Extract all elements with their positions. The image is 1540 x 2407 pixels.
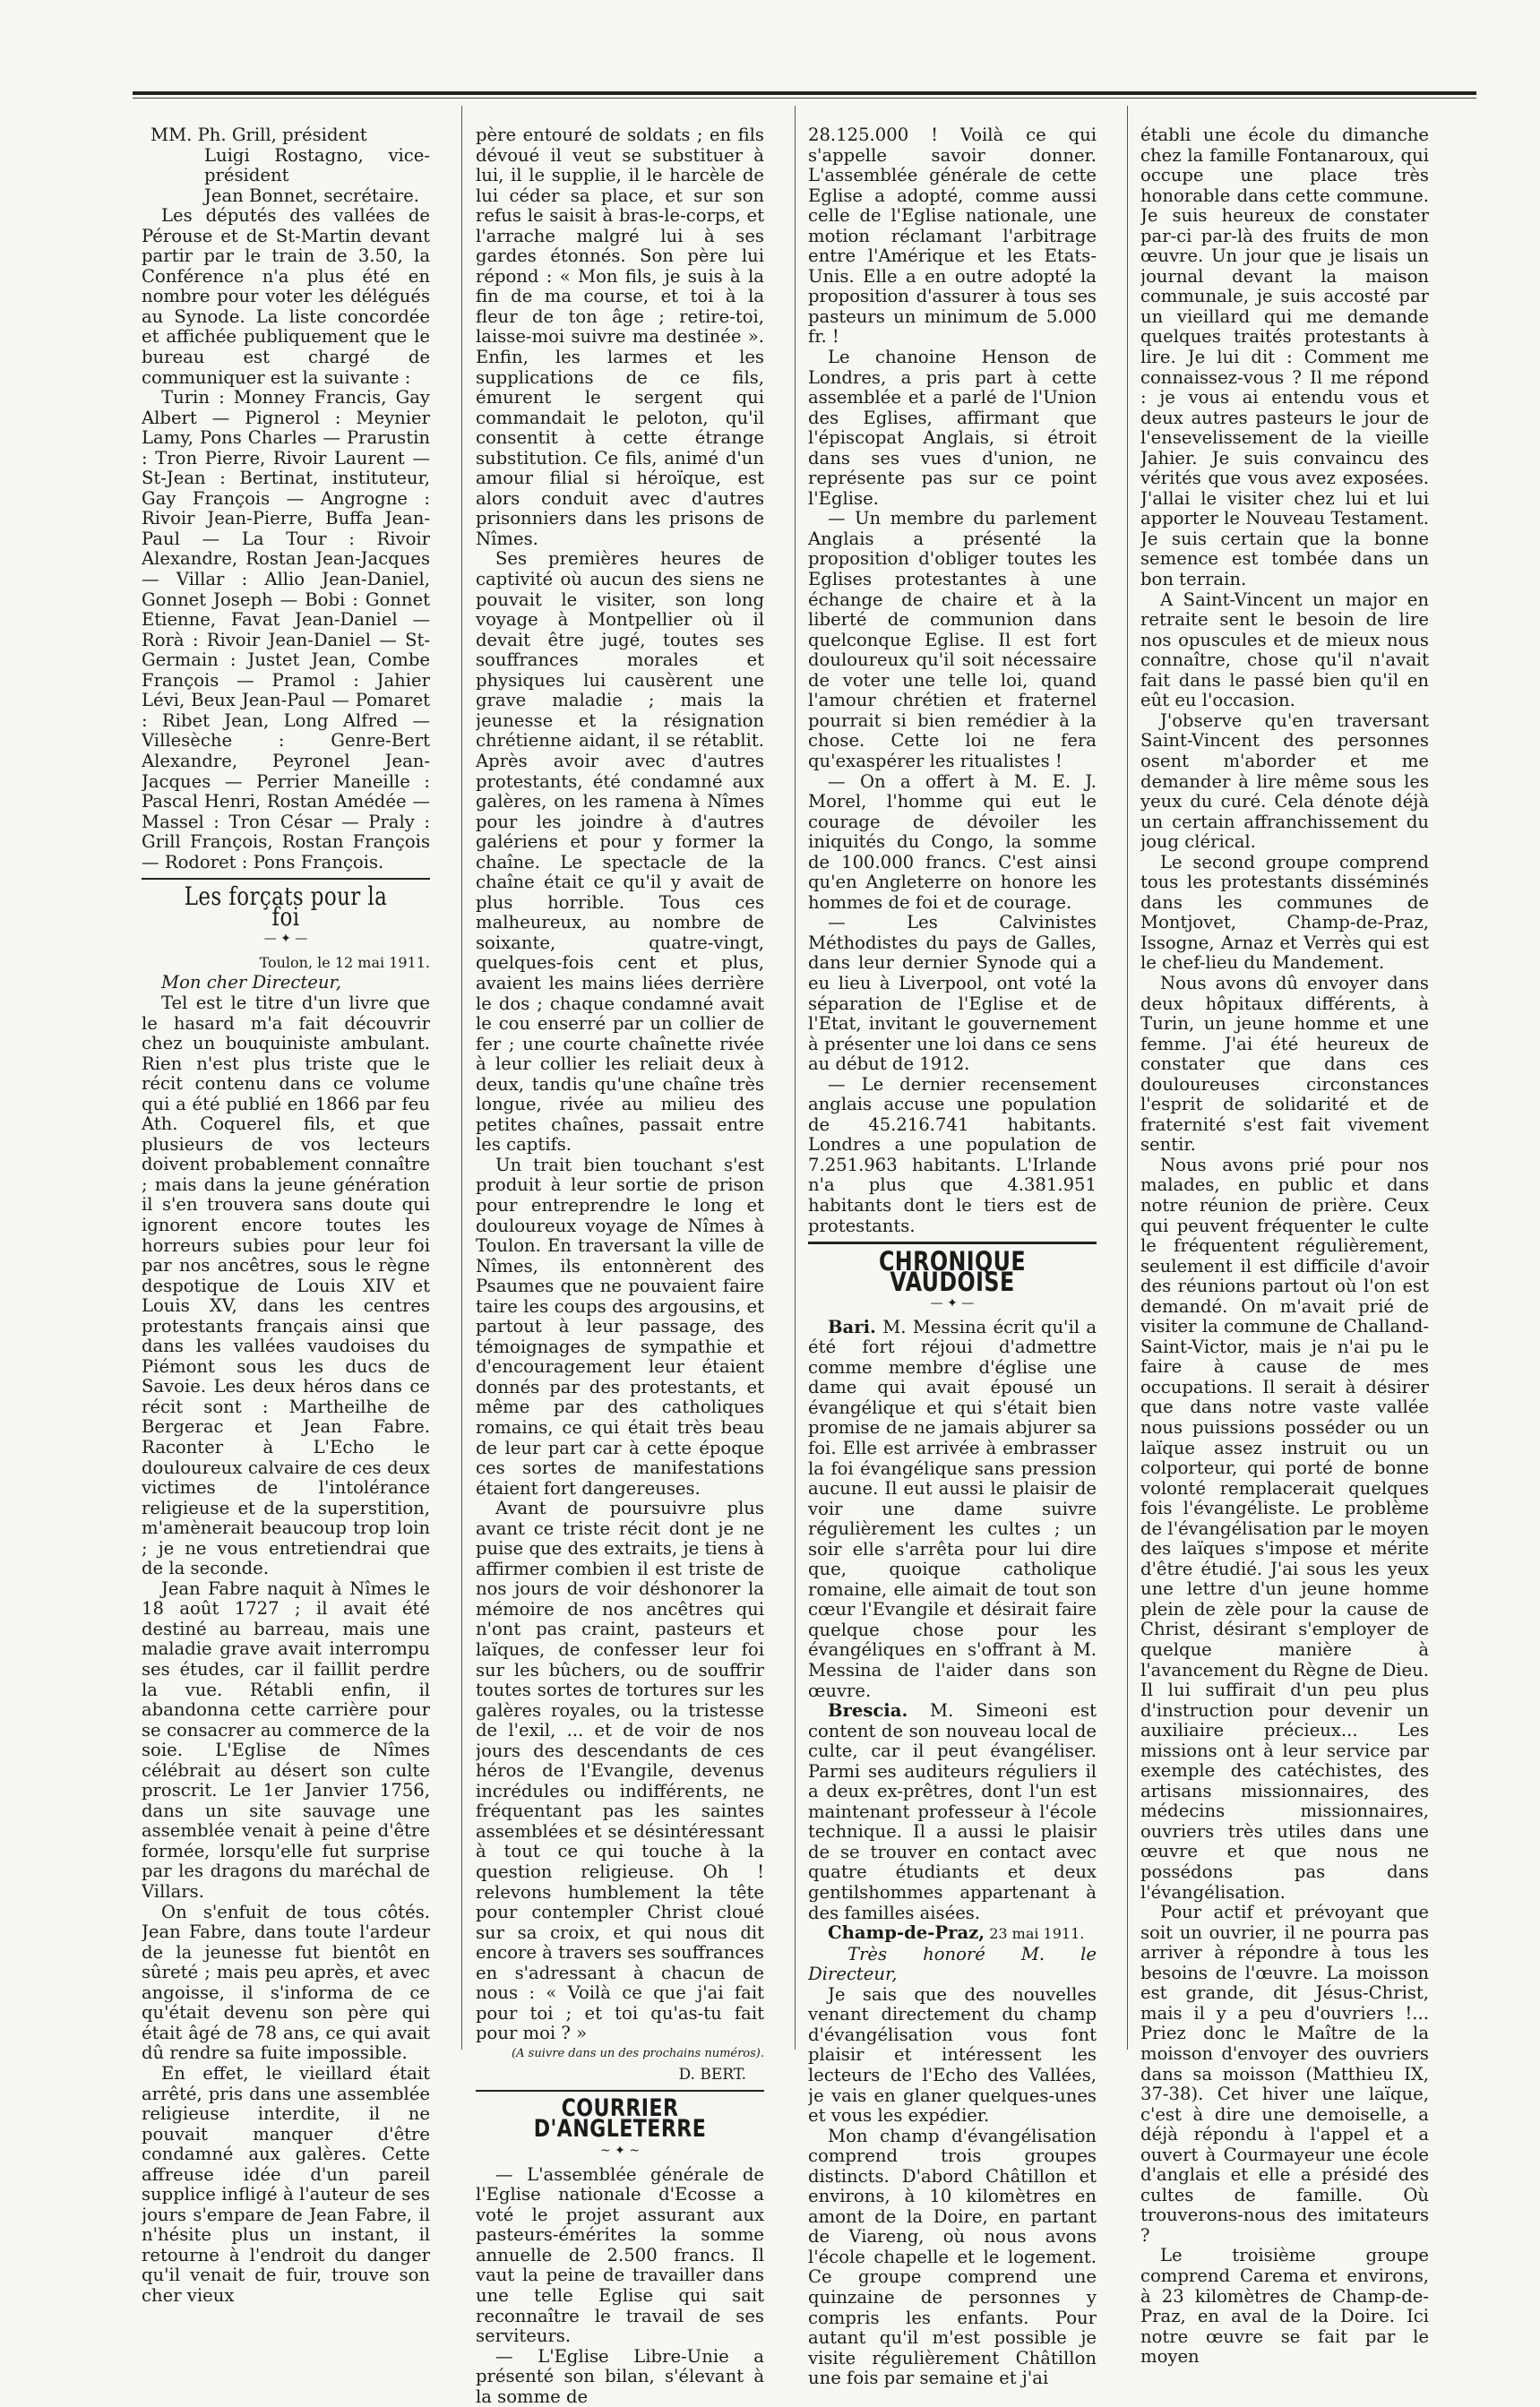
- column-divider: [1127, 106, 1128, 2050]
- paragraph: On s'enfuit de tous côtés. Jean Fabre, dans toute l'ardeur de la jeunesse fut bientôt en sûreté ; mais peu après, et avec angoisse, il s'informa de ce qu'était devenu son père qui était âgé de 78 ans, ce qui avait dû rendre sa fuite impossible.: [142, 1901, 430, 2064]
- paragraph: Les députés des vallées de Pérouse et de St-Martin devant partir par le train de 3.50, la Conférence n'a plus été en nombre pour voter les délégués au Synode. La liste concordée et affichée publiquement que le bureau est chargé de communiquer est la suivante :: [142, 205, 430, 388]
- date: 23 mai 1911.: [985, 1925, 1085, 1943]
- paragraph: — L'assemblée générale de l'Eglise nationale d'Ecosse a voté le projet assurant aux pasteurs-émérites la somme annuelle de 2.500 francs. Il vaut la peine de travailler dans une telle Eglise qui sait reconnaître le travail de ses serviteurs.: [476, 2163, 764, 2347]
- delegates-list: Turin : Monney Francis, Gay Albert — Pignerol : Meynier Lamy, Pons Charles — Prarustin : Tron Pierre, Rivoir Laurent — St-Jean : Bertinat, instituteur, Gay François — Angrogne : Rivoir Jean-Pierre, Buffa Jean-Paul — La Tour : Rivoir Alexandre, Rostan Jean-Jacques — Villar : Allio Jean-Daniel, Gonnet Joseph — Bobi : Gonnet Etienne, Favat Jean-Daniel — Rorà : Rivoir Jean-Daniel — St-Germain : Justet Jean, Combe François — Pramol : Jahier Lévi, Beux Jean-Paul — Pomaret : Ribet Jean, Long Alfred — Villesèche : Genre-Bert Alexandre, Peyronel Jean-Jacques — Perrier Maneille : Pascal Henri, Rostan Amédée — Massel : Tron César — Praly : Grill François, Rostan François — Rodoret : Pons François.: [142, 387, 430, 873]
- paragraph: 28.125.000 ! Voilà ce qui s'appelle savoir donner. L'assemblée générale de cette Eglise a adopté, comme aussi celle de l'Eglise nationale, une motion réclamant l'arbitrage entre l'Amérique et les Etats-Unis. Elle a en outre adopté la proposition d'assurer à tous ses pasteurs un minimum de 5.000 fr. !: [808, 125, 1097, 348]
- paragraph: Tel est le titre d'un livre que le hasard m'a fait découvrir chez un bouquiniste ambulant. Rien n'est plus triste que le récit contenu dans ce volume qui a été publié en 1866 par feu Ath. Coquerel fils, et que plusieurs de vos lecteurs doivent probablement connaître ; mais dans la jeune génération il s'en trouvera sans doute qui ignorent encore toutes les horreurs subies pour leur foi par nos ancêtres, sous le règne despotique de Louis XIV et Louis XV, dans les centres protestants français ainsi que dans les vallées vaudoises du Piémont sous les ducs de Savoie. Les deux héros dans ce récit sont : Martheilhe de Bergerac et Jean Fabre. Raconter à L'Echo le douloureux calvaire de ces deux victimes de l'intolérance religieuse et de la superstition, m'amènerait beaucoup trop loin ; je ne vous entretiendrai que de la seconde.: [142, 992, 430, 1579]
- paragraph: Jean Fabre naquit à Nîmes le 18 août 1727 ; il avait été destiné au barreau, mais une maladie grave avait interrompu ses études, car il faillit perdre la vue. Rétabli enfin, il abandonna cette carrière pour se consacrer au commerce de la soie. L'Eglise de Nîmes célébrait au désert son culte proscrit. Le 1er Janvier 1756, dans un site sauvage une assemblée venait à peine d'être formée, lorsqu'elle fut surprise par les dragons du maréchal de Villars.: [142, 1577, 430, 1903]
- paragraph: — Un membre du parlement Anglais a présenté la proposition d'obliger toutes les Eglises protestantes à une échange de chaire et à la liberté de communion dans quelconque Eglise. Il est fort douloureux qu'il soit nécessaire de voter une telle loi, quand l'amour chrétien et fraternel pourrait si bien remédier à la chose. Cette loi ne fera qu'exaspérer les ritualistes !: [808, 508, 1097, 771]
- dateline: Toulon, le 12 mai 1911.: [259, 953, 430, 971]
- paragraph: Le troisième groupe comprend Carema et environs, à 23 kilomètres de Champ-de-Praz, en aval de la Doire. Ici notre œuvre se fait par le moyen: [1140, 2245, 1429, 2368]
- masthead-rule-thin: [133, 98, 1476, 99]
- paragraph: J'observe qu'en traversant Saint-Vincent des personnes osent m'aborder et me demander à lire même sous les yeux du curé. Cela dénote déjà un certain affranchissement du joug clérical.: [1140, 709, 1429, 853]
- column-2: [476, 125, 764, 2407]
- column-divider: [461, 106, 462, 2050]
- paragraph: Ses premières heures de captivité où aucun des siens ne pouvait le visiter, son long voyage à Montpellier où il devait être jugé, toutes ses souffrances morales et physiques lui causèrent une grave maladie ; mais la jeunesse et la résignation chrétienne aidant, il se rétablit. Après avoir avec d'autres protestants, été condamné aux galères, on les ramena à Nîmes pour les joindre à d'autres galériens et pour y former la chaîne. Le spectacle de la chaîne était ce qu'il y avait de plus horrible. Tous ces malheureux, au nombre de soixante, quatre-vingt, quelques-fois cent et plus, avaient les mains liées derrière le dos ; chaque condamné avait le cou enserré par un collier de fer ; une courte chaînette rivée à leur collier les reliait deux à deux, tandis qu'une chaîne très longue, rivée au milieu des petites chaînes, passait entre les captifs.: [476, 548, 764, 1156]
- column-3: [808, 125, 1097, 2389]
- section-rule: [808, 1242, 1097, 1244]
- paragraph: Mon champ d'évangélisation comprend trois groupes distincts. D'abord Châtillon et environs, à 10 kilomètres en amont de la Doire, en partant de Viareng, où nous avons l'école chapelle et le logement. Ce groupe comprend une quinzaine de personnes y compris les enfants. Pour autant qu'il m'est possible je visite régulièrement Châtillon une fois par semaine et j'ai: [808, 2125, 1097, 2389]
- paragraph: — Les Calvinistes Méthodistes du pays de Galles, dans leur dernier Synode qui a eu lieu à Liverpool, ont voté la séparation de l'Eglise et de l'Etat, invitant le gouvernement à présenter une loi dans ce sens au début de 1912.: [808, 912, 1097, 1075]
- place-name: Champ-de-Praz,: [828, 1922, 985, 1944]
- section-title: Les forçats pour la foi: [184, 881, 388, 932]
- paragraph-text: M. Messina écrit qu'il a été fort réjoui d'admettre comme membre d'église une dame qui avait épousé un évangélique et qui s'était bien promise de ne jamais abjurer sa foi. Elle est arrivée à embrasser la foi évangélique sans pression aucune. Il eut aussi le plaisir de voir une dame suivre régulièrement les cultes ; un soir elle s'arrêta pour lui dire que, quoique catholique romaine, elle aimait de tout son cœur l'Evangile et désirait faire quelque chose pour les évangéliques en s'offrant à M. Messina de l'aider dans son œuvre.: [808, 1316, 1097, 1701]
- masthead-rule: [133, 91, 1476, 95]
- paragraph: Un trait bien touchant s'est produit à leur sortie de prison pour entreprendre le long et douloureux voyage de Nîmes à Toulon. En traversant la ville de Nîmes, ils entonnèrent des Psaumes que ne pouvaient faire taire les coups des argousins, et partout à leur passage, des témoignages de sympathie et d'encouragement leur étaient donnés par des protestants, et même par des catholiques romains, ce qui était très beau de leur part car à cette époque ces sortes de manifestations étaient fort dangereuses.: [476, 1154, 764, 1499]
- ornament: ~ ✦ ~: [599, 2144, 641, 2159]
- paragraph: En effet, le vieillard était arrêté, pris dans une assemblée religieuse interdite, il ne pouvait manquer d'être condamné aux galères. Cette affreuse idée d'un pareil supplice infligé à l'auteur de ses jours s'empare de Jean Fabre, il n'hésite plus un instant, il retourne à l'endroit du danger qu'il venait de fuir, trouve son cher vieux: [142, 2062, 430, 2306]
- salutation: Mon cher Directeur,: [161, 972, 341, 993]
- dateline: [808, 1923, 1097, 1945]
- column-divider: [795, 106, 796, 2050]
- place-name: Bari.: [828, 1316, 876, 1337]
- signature: D. BERT.: [678, 2065, 746, 2084]
- paragraph-text: M. Simeoni est content de son nouveau local de culte, car il peut évangéliser. Parmi ses auditeurs réguliers il a deux ex-prêtres, dont l'un est maintenant professeur à l'école technique. Il a aussi le plaisir de se trouver en contact avec quatre étudiants et deux gentilshommes appartenant à des familles aisées.: [808, 1700, 1097, 1923]
- paragraph: Pour actif et prévoyant que soit un ouvrier, il ne pourra pas arriver à répondre à tous les besoins de l'œuvre. La moisson est grande, dit Jésus-Christ, mais il y a peu d'ouvriers !... Priez donc le Maître de la moisson d'envoyer des ouvriers dans sa moisson (Matthieu IX, 37-38). Cet hiver une laïque, c'est à dire une demoiselle, a déjà répondu à l'appel et a ouvert à Courmayeur une école d'anglais et elle a présidé des cultes de famille. Où trouverons-nous des imitateurs ?: [1140, 1902, 1429, 2246]
- section-title: COURRIER D'ANGLETERRE: [533, 2094, 707, 2143]
- conference-bureau-line: MM. Ph. Grill, président: [151, 125, 367, 145]
- place-name: Brescia.: [828, 1700, 908, 1722]
- paragraph: Nous avons prié pour nos malades, en public et dans notre réunion de prière. Ceux qui peuvent fréquenter le culte le fréquentent régulièrement, seulement il est difficile d'avoir des réunions partout où l'on est demandé. On m'avait prié de visiter la commune de Challand-Saint-Victor, mais je n'ai pu le faire à cause de mes occupations. Il serait à désirer que dans notre vaste vallée nous puissions posséder ou un laïque assez instruit ou un colporteur, qui porté de bonne volonté remplacerait quelques fois l'évangéliste. Le problème de l'évangélisation par le moyen des laïques s'impose et mérite d'être étudié. J'ai sous les yeux une lettre d'un jeune homme plein de zèle pour la cause de Christ, désirant s'employer de quelque manière à l'avancement du Règne de Dieu. Il lui suffirait d'un peu plus d'instruction pour devenir un auxiliaire précieux... Les missions ont à leur service par exemple des catéchistes, des artisans missionnaires, des médecins missionnaires, ouvriers très utiles dans une œuvre et que nous ne possédons pas dans l'évangélisation.: [1140, 1154, 1429, 1903]
- column-4: [1140, 125, 1429, 2368]
- section-rule: [476, 2090, 764, 2092]
- salutation: Très honoré M. le Directeur,: [808, 1943, 1097, 1985]
- section-title: CHRONIQUE VAUDOISE: [878, 1246, 1027, 1297]
- paragraph: Le chanoine Henson de Londres, a pris part à cette assemblée et a parlé de l'Union des Eglises, affirmant que l'épiscopat Anglais, si étroit dans ses vues d'union, ne représente pas sur ce point l'Eglise.: [808, 347, 1097, 509]
- paragraph: Le second groupe comprend tous les protestants disséminés dans les communes de Montjovet, Champ-de-Praz, Issogne, Arnaz et Verrès qui est le chef-lieu du Mandement.: [1140, 851, 1429, 974]
- column-1: [142, 125, 430, 2307]
- paragraph: — L'Eglise Libre-Unie a présenté son bilan, s'élevant à la somme de: [476, 2345, 764, 2407]
- paragraph: établi une école du dimanche chez la famille Fontanaroux, qui occupe une place très honorable dans cette commune. Je suis heureux de constater par-ci par-là des fruits de mon œuvre. Un jour que je lisais un journal devant la maison communale, je suis accosté par un vieillard qui me demande quelques traités protestants à lire. Je lui dit : Comment me connaissez-vous ? Il me répond : je vous ai entendu vous et deux autres pasteurs le jour de l'ensevelissement de la vieille Jahier. Je suis convaincu des vérités que vous avez exposées. J'allai le visiter chez lui et lui apporter le Nouveau Testament. Je suis certain que la bonne semence est tombée dans un bon terrain.: [1140, 125, 1429, 590]
- section-rule: [142, 878, 430, 880]
- paragraph: [808, 1318, 1097, 1701]
- to-be-continued-note: (A suivre dans un des prochains numéros).: [512, 2046, 764, 2060]
- paragraph: Nous avons dû envoyer dans deux hôpitaux différents, à Turin, un jeune homme et une femme. J'ai été heureux de constater que dans ces douloureuses circonstances l'esprit de solidarité et de fraternité s'est fait vivement sentir.: [1140, 972, 1429, 1156]
- ornament: — ✦ —: [930, 1296, 975, 1311]
- conference-bureau-line: Jean Bonnet, secrétaire.: [204, 185, 419, 206]
- paragraph: Je sais que des nouvelles venant directement du champ d'évangélisation vous font plaisir et intéressent les lecteurs de l'Echo des Vallées, je vais en glaner quelques-unes et vous les expédier.: [808, 1983, 1097, 2127]
- paragraph: — On a offert à M. E. J. Morel, l'homme qui eut le courage de dévoiler les iniquités du Congo, la somme de 100.000 francs. C'est ainsi qu'en Angleterre on honore les hommes de foi et de courage.: [808, 770, 1097, 913]
- paragraph: [808, 1701, 1097, 1923]
- ornament: — ✦ —: [263, 932, 308, 947]
- paragraph: A Saint-Vincent un major en retraite sent le besoin de lire nos opuscules et de mieux nous connaître, chose qu'il n'avait fait dans le passé bien qu'il en eût eu l'occasion.: [1140, 589, 1429, 711]
- paragraph: père entouré de soldats ; en fils dévoué il veut se substituer à lui, il le supplie, il le harcèle de lui céder sa place, et sur son refus le saisit à bras-le-corps, et l'arrache malgré lui à ses gardes étonnés. Son père lui répond : « Mon fils, je suis à la fin de ma course, et toi à la fleur de ton âge ; retire-toi, laisse-moi suivre ma destinée ». Enfin, les larmes et les supplications de ce fils, émurent le sergent qui commandait le peloton, qu'il consentit à cette étrange substitution. Ce fils, animé d'un amour filial si héroïque, est alors conduit avec d'autres prisonniers dans les prisons de Nîmes.: [476, 125, 764, 549]
- conference-bureau-line: Luigi Rostagno, vice-président: [204, 144, 430, 186]
- paragraph: — Le dernier recensement anglais accuse une population de 45.216.741 habitants. Londres a une population de 7.251.963 habitants. L'Irlande n'a plus que 4.381.951 habitants dont le tiers est de protestants.: [808, 1073, 1097, 1236]
- paragraph: Avant de poursuivre plus avant ce triste récit dont je ne puise que des extraits, je tiens à affirmer combien il est triste de nos jours de voir déshonorer la mémoire de nos ancêtres qui n'ont pas craint, pasteurs et laïques, de confesser leur foi sur les bûchers, ou de souffrir toutes sortes de tortures sur les galères royales, ou la tristesse de l'exil, ... et de voir de nos jours des descendants de ces héros de l'Evangile, devenus incrédules ou indifférents, ne fréquentant pas les saintes assemblées et se désintéressant à tout ce qui touche à la question religieuse. Oh ! relevons humblement la tête pour contempler Christ cloué sur sa croix, et qui nous dit encore à travers ses souffrances en s'adressant à chacun de nous : « Voilà ce que j'ai fait pour toi ; et toi qu'as-tu fait pour moi ? »: [476, 1498, 764, 2044]
